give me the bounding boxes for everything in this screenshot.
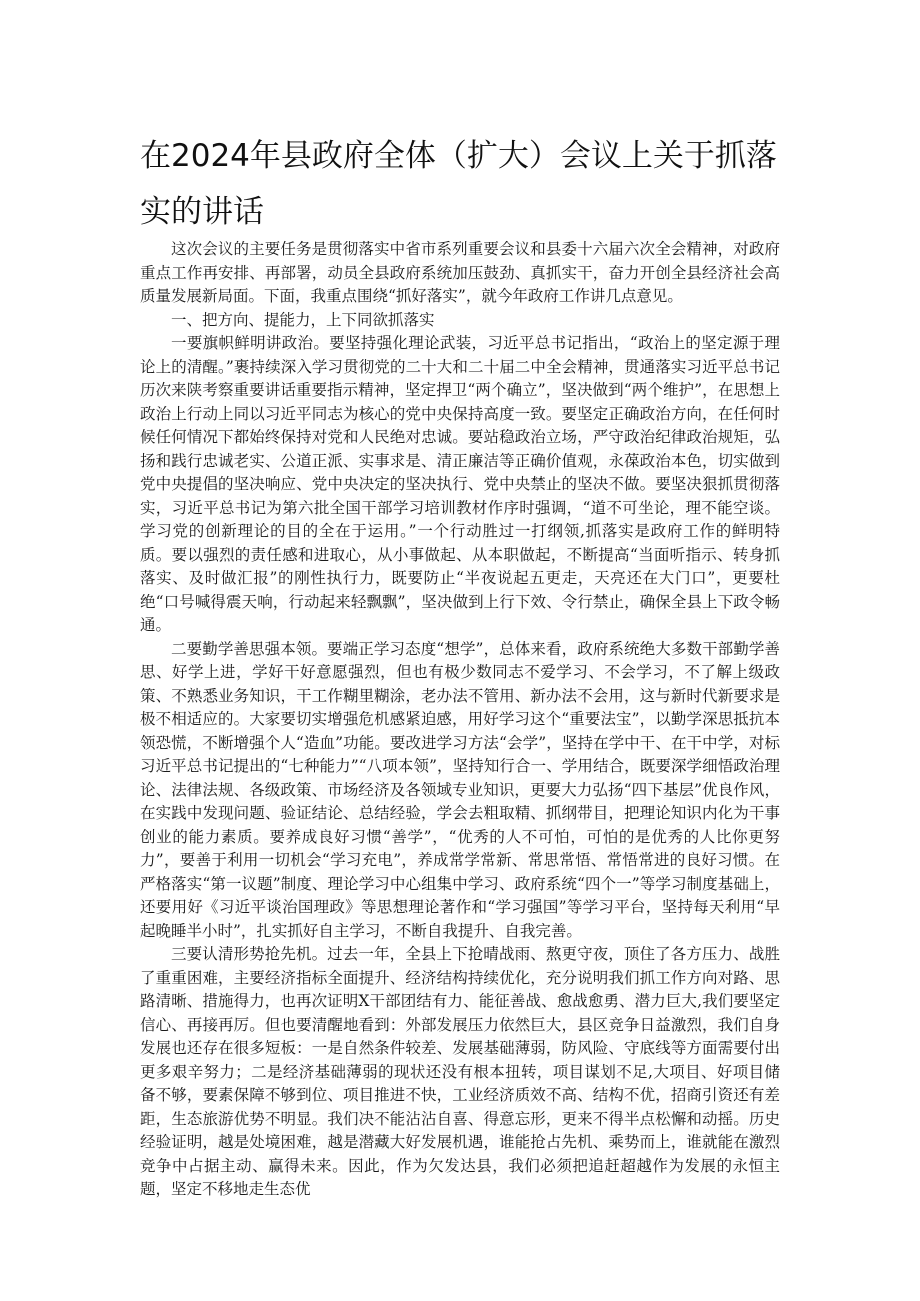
- document-body: [140, 238, 780, 1202]
- paragraph-learning: 二要勤学善思强本领。要端正学习态度“想学”，总体来看，政府系统绝大多数干部勤学善思、好学上进，学好干好意愿强烈，但也有极少数同志不爱学习、不会学习，不了解上级政策、不熟悉业务知识，干工作糊里糊涂，老办法不管用、新办法不会用，这与新时代新要求是极不相适应的。大家要切实增强危机感紧迫感，用好学习这个“重要法宝”，以勤学深思抵抗本领恐慌，不断增强个人“造血”功能。要改进学习方法“会学”，坚持在学中干、在干中学，对标习近平总书记提出的“七种能力”“八项本领”，坚持知行合一、学用结合，既要深学细悟政治理论、法律法规、各级政策、市场经济及各领域专业知识，更要大力弘扬“四下基层”优良作风，在实践中发现问题、验证结论、总结经验，学会去粗取精、抓纲带目，把理论知识内化为干事创业的能力素质。要养成良好习惯“善学”，“优秀的人不可怕，可怕的是优秀的人比你更努力”，要善于利用一切机会“学习充电”，养成常学常新、常思常悟、常悟常进的良好习惯。在严格落实“第一议题”制度、理论学习中心组集中学习、政府系统“四个一”等学习制度基础上，还要用好《习近平谈治国理政》等思想理论著作和“学习强国”等学习平台，坚持每天利用“早起晚睡半小时”，扎实抓好自主学习，不断自我提升、自我完善。: [140, 639, 780, 940]
- document-title: 在2024年县政府全体（扩大）会议上关于抓落实的讲话: [140, 138, 777, 230]
- section-heading-1: 一、把方向、提能力，上下同欲抓落实: [171, 310, 435, 329]
- paragraph-politics: 一要旗帜鲜明讲政治。要坚持强化理论武装，习近平总书记指出，“政治上的坚定源于理论上的清醒。”裹持续深入学习贯彻党的二十大和二十届二中全会精神，贯通落实习近平总书记历次来陕考察重要讲话重要指示精神，坚定捍卫“两个确立”，坚决做到“两个维护”，在思想上政治上行动上同以习近平同志为核心的党中央保持高度一致。要坚定正确政治方向，在任何时候任何情况下都始终保持对党和人民绝对忠诚。要站稳政治立场，严守政治纪律政治规矩，弘扬和践行忠诚老实、公道正派、实事求是、清正廉洁等正确价值观，永葆政治本色，切实做到党中央提倡的坚决响应、党中央决定的坚决执行、党中央禁止的坚决不做。要坚决狠抓贯彻落实，习近平总书记为第六批全国干部学习培训教材作序时强调，“道不可坐论，理不能空谈。学习党的创新理论的目的全在于运用。”一个行动胜过一打纲领,抓落实是政府工作的鲜明特质。要以强烈的责任感和进取心，从小事做起、从本职做起，不断提高“当面听指示、转身抓落实、及时做汇报”的刚性执行力，既要防止“半夜说起五更走，天亮还在大门口”，更要杜绝“口号喊得震天响，行动起来轻飘飘”，坚决做到上行下效、令行禁止，确保全县上下政令畅通。: [140, 334, 780, 634]
- paragraph-intro: 这次会议的主要任务是贯彻落实中省市系列重要会议和县委十六届六次全会精神，对政府重点工作再安排、再部署，动员全县政府系统加压鼓劲、真抓实干，奋力开创全县经济社会高质量发展新局面。下面，我重点围绕“抓好落实”，就今年政府工作讲几点意见。: [140, 240, 780, 305]
- paragraph-situation: 三要认清形势抢先机。过去一年，全县上下抢晴战雨、熬更守夜，顶住了各方压力、战胜了重重困难，主要经济指标全面提升、经济结构持续优化，充分说明我们抓工作方向对路、思路清晰、措施得力，也再次证明X干部团结有力、能征善战、愈战愈勇、潜力巨大,我们要坚定信心、再接再厉。但也要清醒地看到：外部发展压力依然巨大，县区竞争日益激烈，我们自身发展也还存在很多短板：一是自然条件较差、发展基础薄弱，防风险、守底线等方面需要付出更多艰辛努力；二是经济基础薄弱的现状还没有根本扭转，项目谋划不足,大项目、好项目储备不够，要素保障不够到位、项目推进不快，工业经济质效不高、结构不优，招商引资还有差距，生态旅游优势不明显。我们决不能沾沾自喜、得意忘形，更来不得半点松懈和动摇。历史经验证明，越是处境困难，越是潜藏大好发展机遇，谁能抢占先机、乘势而上，谁就能在激烈竞争中占据主动、赢得未来。因此，作为欠发达县，我们必须把追赶超越作为发展的永恒主题，坚定不移地走生态优: [140, 945, 780, 1198]
